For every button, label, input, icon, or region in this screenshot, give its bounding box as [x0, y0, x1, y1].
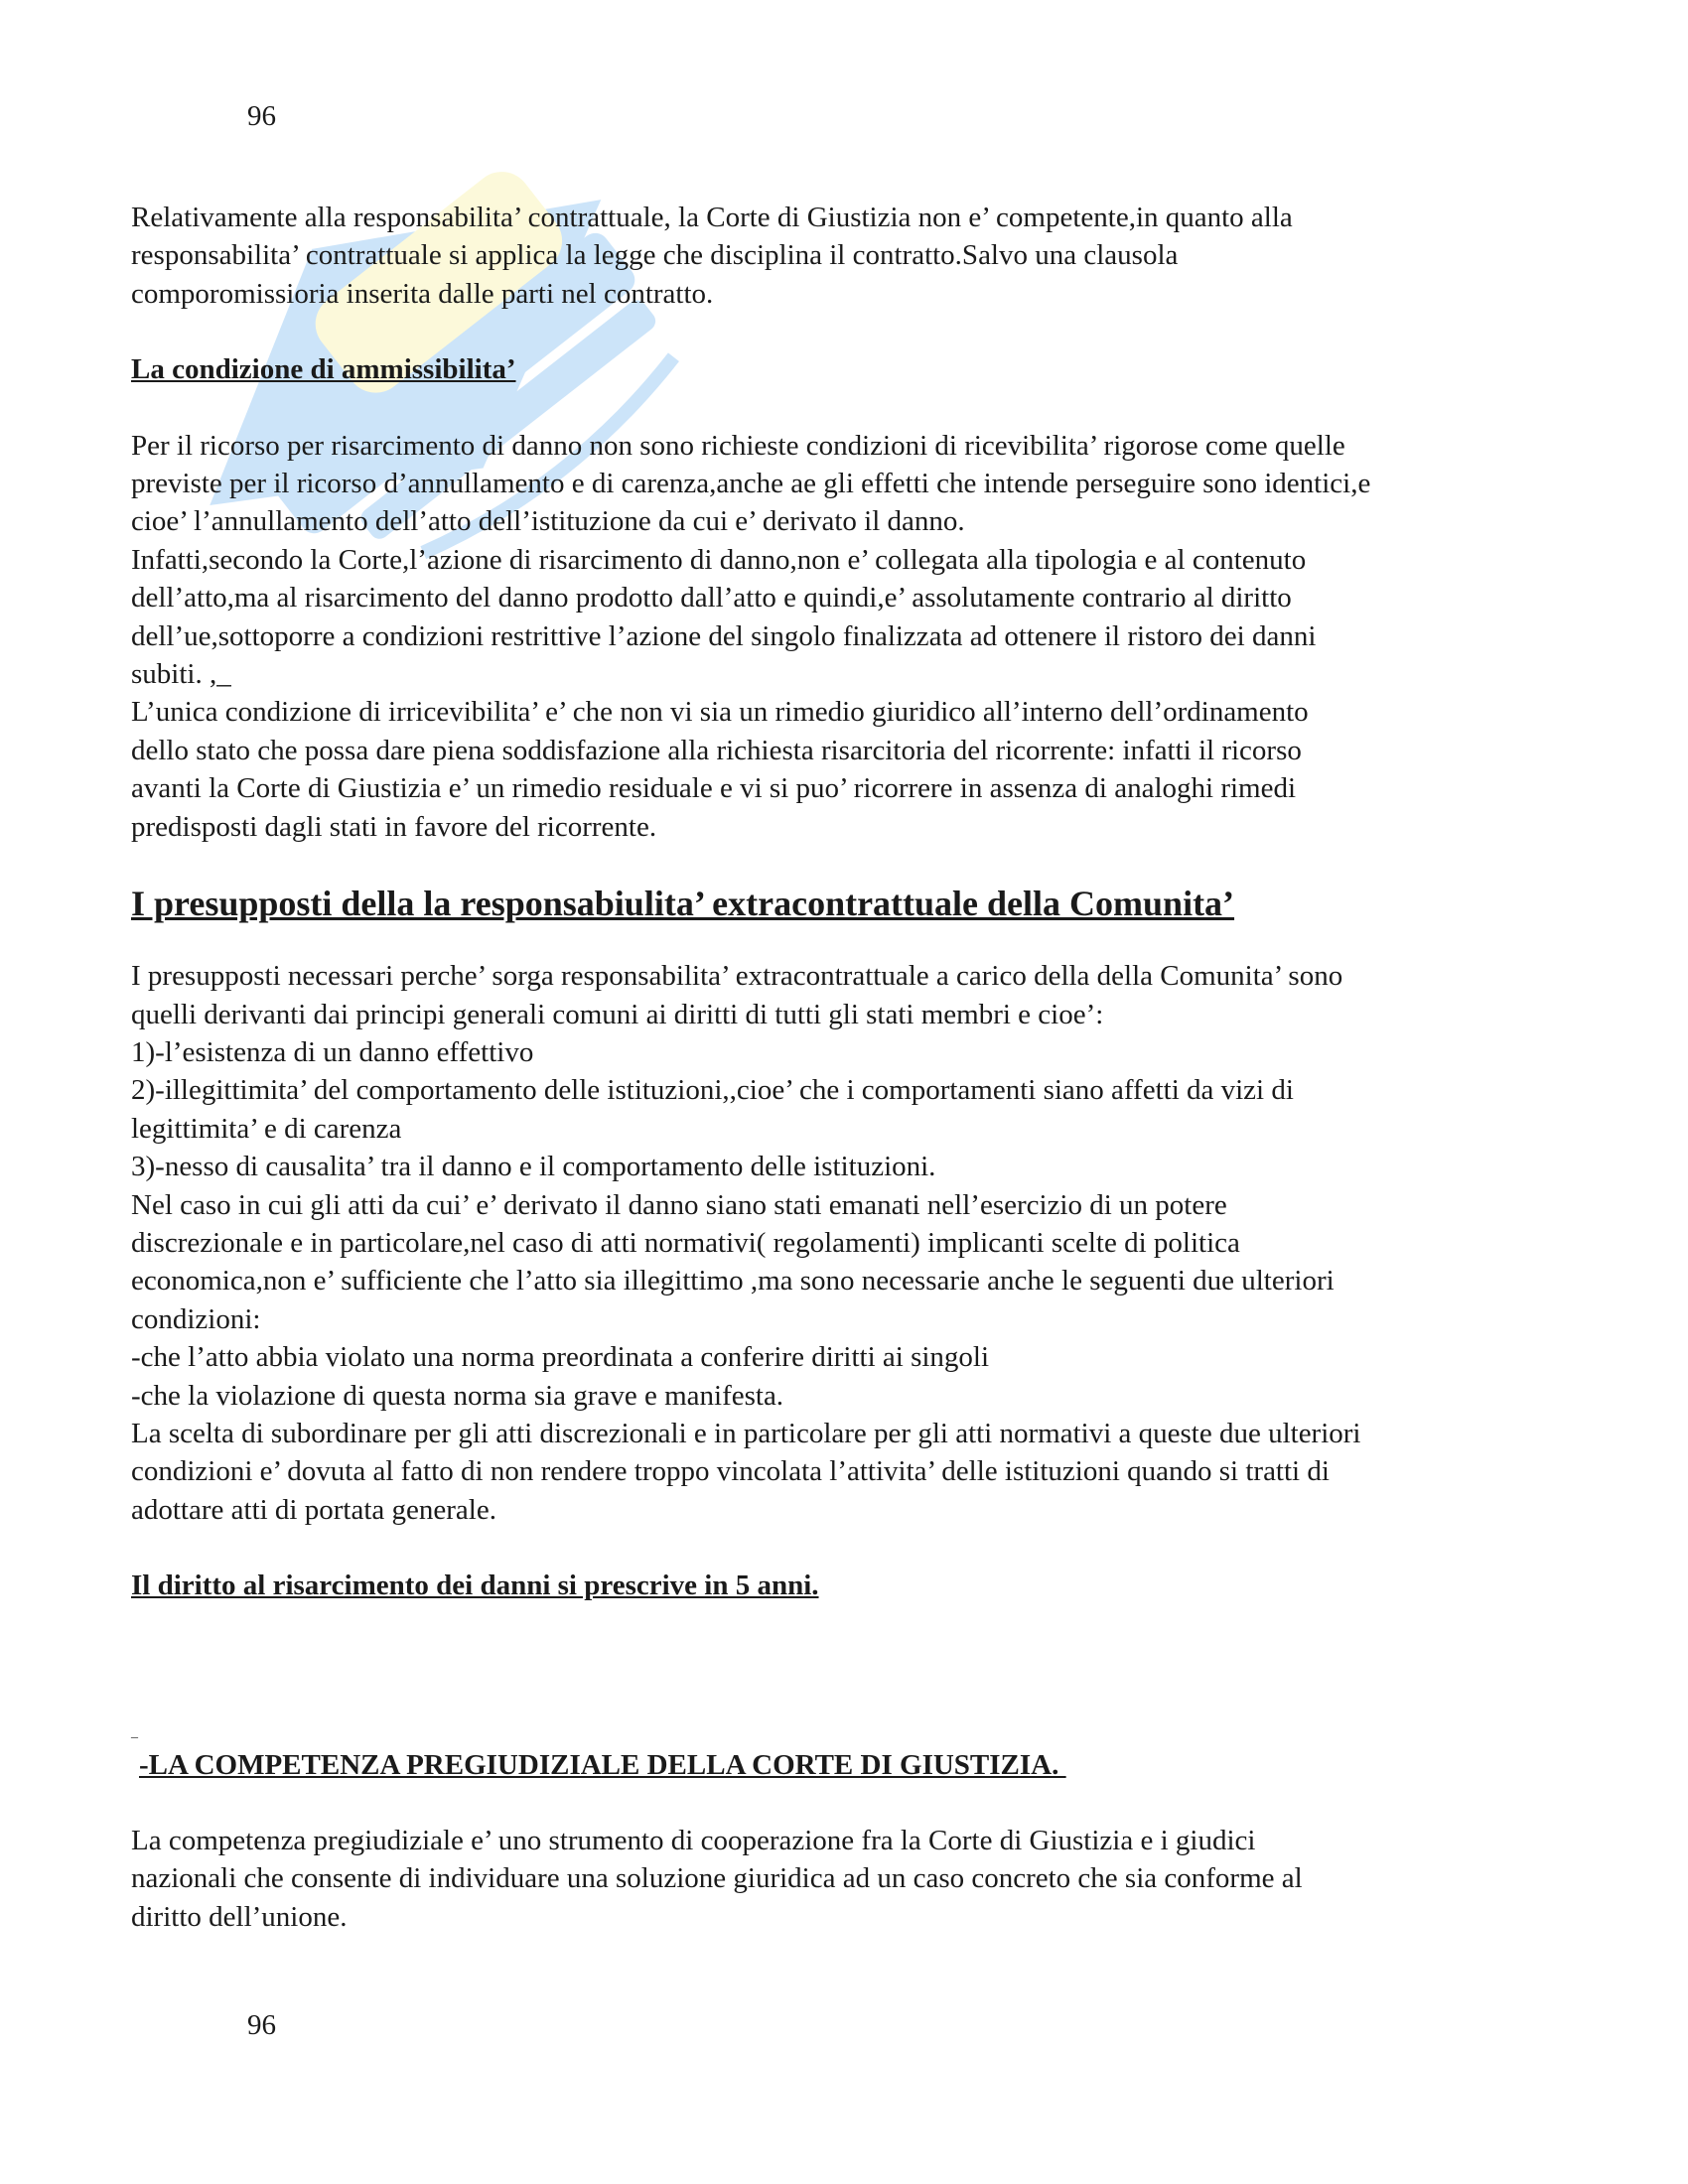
text-line: condizioni:: [131, 1302, 261, 1335]
admissibility-paragraph: [131, 427, 1581, 846]
competenza-paragraph: [131, 1822, 1581, 1936]
intro-paragraph: [131, 199, 1581, 313]
page-number-top: 96: [247, 100, 276, 132]
competenza-heading: -LA COMPETENZA PREGIUDIZIALE DELLA CORTE DI GIUSTIZIA.: [139, 1748, 1066, 1781]
document-body: [131, 199, 1581, 1936]
stray-mark: _: [131, 1724, 138, 1740]
text-line: Nel caso in cui gli atti da cui’ e’ derivato il danno siano stati emanati nell’esercizio di un potere: [131, 1188, 1227, 1221]
text-line: Per il ricorso per risarcimento di danno non sono richieste condizioni di ricevibilita’ rigorose come quelle: [131, 429, 1345, 462]
list-item: 3)-nesso di causalita’ tra il danno e il comportamento delle istituzioni.: [131, 1151, 936, 1183]
text-line: La competenza pregiudiziale e’ uno strumento di cooperazione fra la Corte di Giustizia e i giudici: [131, 1825, 1256, 1856]
text-line: condizioni e’ dovuta al fatto di non rendere troppo vincolata l’attivita’ delle istituzioni quando si tratti di: [131, 1455, 1330, 1488]
text-line: previste per il ricorso d’annullamento e di carenza,anche ae gli effetti che intende perseguire sono identici,e: [131, 468, 1371, 500]
text-line: I presupposti necessari perche’ sorga responsabilita’ extracontrattuale a carico della della Comunita’ sono: [131, 960, 1343, 993]
text-line: avanti la Corte di Giustizia e’ un rimedio residuale e vi si puo’ ricorrere in assenza di analoghi rimedi: [131, 772, 1297, 805]
text-line: dell’atto,ma al risarcimento del danno prodotto dall’atto e quindi,e’ assolutamente contrario al diritto: [131, 582, 1292, 614]
text-line: Relativamente alla responsabilita’ contrattuale, la Corte di Giustizia non e’ competente,in quanto alla: [131, 202, 1293, 233]
list-item: 2)-illegittimita’ del comportamento delle istituzioni,,cioe’ che i comportamenti siano affetti da vizi di: [131, 1074, 1294, 1107]
text-line: cioe’ l’annullamento dell’atto dell’istituzione da cui e’ derivato il danno.: [131, 505, 965, 538]
prescription-note: Il diritto al risarcimento dei danni si prescrive in 5 anni.: [131, 1570, 819, 1602]
text-line: adottare atti di portata generale.: [131, 1493, 496, 1526]
text-line: comporomissioria inserita dalle parti nel contratto.: [131, 277, 714, 310]
text-line: responsabilita’ contrattuale si applica la legge che disciplina il contratto.Salvo una clausola: [131, 239, 1179, 272]
list-item: -che la violazione di questa norma sia grave e manifesta.: [131, 1379, 784, 1412]
text-line: economica,non e’ sufficiente che l’atto sia illegittimo ,ma sono necessarie anche le seguenti due ulteriori: [131, 1265, 1335, 1297]
text-line: Infatti,secondo la Corte,l’azione di risarcimento di danno,non e’ collegata alla tipologia e al contenuto: [131, 543, 1307, 576]
text-line: La scelta di subordinare per gli atti discrezionali e in particolare per gli atti normativi a queste due ulteriori: [131, 1417, 1361, 1449]
text-line: diritto dell’unione.: [131, 1900, 348, 1933]
list-item: 1)-l’esistenza di un danno effettivo: [131, 1035, 534, 1068]
text-line: L’unica condizione di irricevibilita’ e’ che non vi sia un rimedio giuridico all’interno dell’ordinamento: [131, 696, 1309, 729]
text-line: dell’ue,sottoporre a condizioni restrittive l’azione del singolo finalizzata ad ottenere il ristoro dei danni: [131, 619, 1317, 652]
text-line: subiti. ,_: [131, 658, 231, 691]
text-line: dello stato che possa dare piena soddisfazione alla richiesta risarcitoria del ricorrente: infatti il ricorso: [131, 734, 1302, 766]
text-line: quelli derivanti dai principi generali comuni ai diritti di tutti gli stati membri e cioe’:: [131, 998, 1104, 1030]
text-line: nazionali che consente di individuare una soluzione giuridica ad un caso concreto che sia conforme al: [131, 1862, 1303, 1895]
presupposti-heading: I presupposti della la responsabiulita’ extracontrattuale della Comunita’: [131, 884, 1235, 924]
text-line: legittimita’ e di carenza: [131, 1112, 402, 1145]
presupposti-paragraph: [131, 957, 1581, 1529]
list-item: -che l’atto abbia violato una norma preordinata a conferire diritti ai singoli: [131, 1341, 990, 1374]
text-line: predisposti dagli stati in favore del ricorrente.: [131, 810, 657, 843]
text-line: discrezionale e in particolare,nel caso di atti normativi( regolamenti) implicanti scelte di politica: [131, 1226, 1240, 1259]
admissibility-heading: La condizione di ammissibilita’: [131, 353, 516, 386]
page-number-bottom: 96: [247, 2009, 276, 2041]
